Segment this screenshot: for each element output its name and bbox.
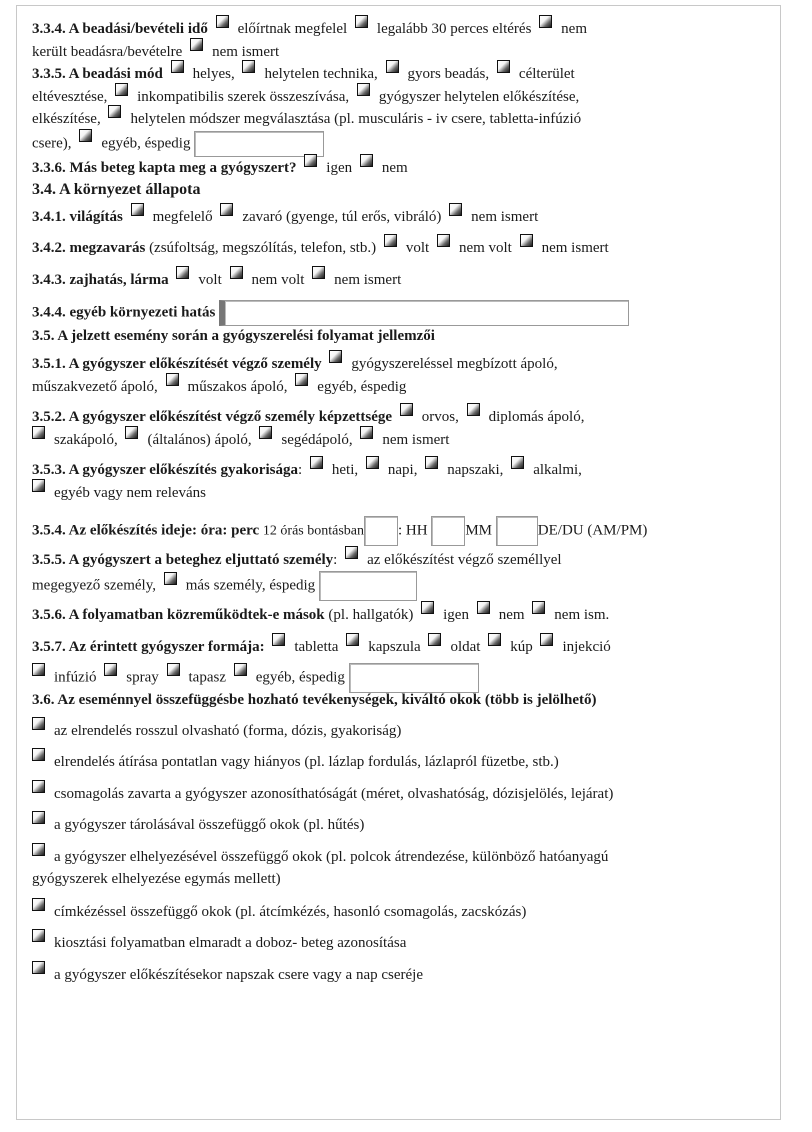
section-356-row (32, 604, 784, 627)
checkbox-356-2[interactable] (477, 601, 490, 614)
checkbox-335-3[interactable] (386, 60, 399, 73)
option-label: csomagolás zavarta a gyógyszer azonosíthatóságát (méret, olvashatóság, dózisjelölés, lejárat) (54, 785, 614, 802)
checkbox-355-2[interactable] (164, 572, 177, 585)
option-label: nem ism. (554, 606, 610, 623)
option-label: került beadásra/bevételre (32, 43, 183, 60)
option-label: előírtnak megfelel (237, 21, 348, 37)
checkbox-352-5[interactable] (259, 426, 272, 439)
form-page (16, 5, 781, 1120)
checkbox-36-7[interactable] (32, 929, 45, 942)
checkbox-36-8[interactable] (32, 961, 45, 974)
form-content (32, 18, 784, 986)
option-label: nem ismert (212, 43, 280, 60)
option-label: nem volt (251, 271, 305, 288)
checkbox-342-3[interactable] (520, 234, 533, 247)
checkbox-352-1[interactable] (400, 403, 413, 416)
checkbox-352-2[interactable] (467, 403, 480, 416)
checkbox-357-6[interactable] (32, 663, 45, 676)
checkbox-342-2[interactable] (437, 234, 450, 247)
section-334-row2 (32, 41, 784, 64)
checkbox-341-2[interactable] (220, 203, 233, 216)
checkbox-335-2[interactable] (242, 60, 255, 73)
checkbox-352-3[interactable] (32, 426, 45, 439)
checkbox-353-2[interactable] (366, 456, 379, 469)
option-label: orvos, (421, 409, 459, 425)
section-341-title: 3.4.1. világítás (32, 208, 123, 225)
section-344-row (32, 300, 784, 323)
section-34-title: 3.4. A környezet állapota (32, 180, 201, 198)
option-label: napszaki, (447, 462, 504, 478)
text-input-355-other[interactable] (319, 571, 417, 601)
ampm-label: DE/DU (AM/PM) (537, 522, 648, 539)
section-36-item (32, 783, 784, 806)
option-label: spray (126, 668, 159, 685)
text-input-335-other[interactable] (194, 131, 324, 157)
section-351-row1 (32, 353, 784, 376)
section-352-row2 (32, 429, 784, 452)
option-label: nem (561, 21, 587, 37)
checkbox-36-4[interactable] (32, 811, 45, 824)
section-342-row (32, 237, 784, 260)
checkbox-343-1[interactable] (176, 266, 189, 279)
option-label: gyógyszerek elhelyezése egymás mellett) (32, 871, 281, 887)
checkbox-353-5[interactable] (32, 479, 45, 492)
option-label: nem (498, 606, 525, 623)
checkbox-36-2[interactable] (32, 748, 45, 761)
checkbox-356-3[interactable] (532, 601, 545, 614)
section-36-item (32, 751, 784, 774)
checkbox-351-2[interactable] (166, 373, 179, 386)
option-label: helytelen technika, (264, 66, 378, 82)
option-label: tabletta (294, 639, 339, 655)
minute-input[interactable] (431, 516, 465, 546)
option-label: helytelen módszer megválasztása (pl. musculáris - iv csere, tabletta-infúzió (130, 111, 582, 127)
option-label: megegyező személy, (32, 577, 156, 594)
option-label: szakápoló, (54, 431, 118, 448)
section-355-title: 3.5.5. A gyógyszert a beteghez eljuttató személy (32, 551, 334, 568)
option-label: nem (381, 160, 408, 176)
option-label: heti, (331, 462, 359, 478)
checkbox-357-4[interactable] (488, 633, 501, 646)
option-label: műszakvezető ápoló, (32, 378, 158, 395)
section-357-row2 (32, 663, 784, 686)
section-335-row3 (32, 108, 784, 131)
checkbox-343-3[interactable] (312, 266, 325, 279)
option-label: gyors beadás, (407, 66, 490, 82)
option-label: csere), (32, 134, 72, 151)
section-36-item-cont (32, 868, 784, 891)
section-356-desc: (pl. hallgatók) (328, 606, 414, 623)
option-label: az előkészítést végző személlyel (367, 551, 562, 568)
checkbox-357-2[interactable] (346, 633, 359, 646)
checkbox-357-1[interactable] (272, 633, 285, 646)
option-label: legalább 30 perces eltérés (376, 21, 532, 37)
section-335-row4 (32, 131, 784, 154)
section-36-item (32, 720, 784, 743)
checkbox-353-4[interactable] (511, 456, 524, 469)
checkbox-357-7[interactable] (104, 663, 117, 676)
option-label: nem ismert (471, 208, 539, 225)
checkbox-357-3[interactable] (428, 633, 441, 646)
section-342-title: 3.4.2. megzavarás (32, 240, 146, 256)
checkbox-335-5[interactable] (115, 83, 128, 96)
section-357-title: 3.5.7. Az érintett gyógyszer formája: (32, 639, 265, 655)
section-356-title: 3.5.6. A folyamatban közreműködtek-e mások (32, 606, 325, 623)
section-354-hint: 12 órás bontásban (262, 523, 364, 539)
checkbox-357-5[interactable] (540, 633, 553, 646)
option-label: (általános) ápoló, (147, 431, 252, 448)
checkbox-335-4[interactable] (497, 60, 510, 73)
section-353-row2 (32, 482, 784, 505)
checkbox-357-8[interactable] (167, 663, 180, 676)
checkbox-36-3[interactable] (32, 780, 45, 793)
checkbox-353-3[interactable] (425, 456, 438, 469)
checkbox-334-1[interactable] (216, 15, 229, 28)
option-label: elkészítése, (32, 111, 101, 127)
section-335-row2 (32, 86, 784, 109)
section-336-row (32, 157, 784, 180)
checkbox-351-1[interactable] (329, 350, 342, 363)
option-label: címkézéssel összefüggő okok (pl. átcímkézés, hasonló csomagolás, zacskózás) (54, 903, 527, 920)
option-label: tapasz (188, 668, 226, 685)
colon: : (333, 551, 338, 568)
section-342-desc: (zsúfoltság, megszólítás, telefon, stb.) (149, 240, 377, 256)
checkbox-336-2[interactable] (360, 154, 373, 167)
section-34-row (32, 180, 784, 200)
checkbox-353-1[interactable] (310, 456, 323, 469)
checkbox-351-3[interactable] (295, 373, 308, 386)
hour-input[interactable] (364, 516, 398, 546)
option-label: egyéb, éspedig (317, 378, 407, 395)
checkbox-36-1[interactable] (32, 717, 45, 730)
option-label: nem ismert (541, 240, 609, 256)
checkbox-335-8[interactable] (79, 129, 92, 142)
section-36-item (32, 814, 784, 837)
section-343-title: 3.4.3. zajhatás, lárma (32, 271, 169, 288)
section-36-title: 3.6. Az eseménnyel összefüggésbe hozható tevékenységek, kiváltó okok (több is jelölhető) (32, 692, 597, 708)
option-label: gyógyszer helytelen előkészítése, (378, 88, 580, 105)
checkbox-334-4[interactable] (190, 38, 203, 51)
option-label: célterület (518, 66, 575, 82)
section-35-row (32, 325, 784, 348)
section-353-title: 3.5.3. A gyógyszer előkészítés gyakorisága (32, 462, 298, 478)
option-label: nem volt (458, 240, 512, 256)
option-label: nem ismert (382, 431, 450, 448)
section-36-item (32, 932, 784, 955)
section-343-row (32, 269, 784, 292)
option-label: egyéb vagy nem releváns (54, 484, 207, 501)
section-334-row1 (32, 18, 784, 41)
section-341-row (32, 206, 784, 229)
section-335-row1 (32, 63, 784, 86)
section-355-row1 (32, 549, 784, 572)
section-36-row (32, 689, 784, 712)
option-label: az elrendelés rosszul olvasható (forma, dózis, gyakoriság) (54, 722, 402, 739)
checkbox-356-1[interactable] (421, 601, 434, 614)
hh-label: : HH (398, 522, 428, 539)
option-label: infúzió (54, 668, 97, 685)
option-label: helyes, (192, 66, 235, 82)
section-355-row2 (32, 571, 784, 594)
checkbox-341-1[interactable] (131, 203, 144, 216)
option-label: volt (405, 240, 430, 256)
option-label: segédápoló, (281, 431, 353, 448)
section-351-title: 3.5.1. A gyógyszer előkészítését végző személy (32, 356, 322, 372)
option-label: oldat (450, 639, 481, 655)
section-36-item (32, 901, 784, 924)
checkbox-355-1[interactable] (345, 546, 358, 559)
option-label: egyéb, éspedig (101, 134, 191, 151)
checkbox-352-6[interactable] (360, 426, 373, 439)
section-352-row1 (32, 406, 784, 429)
option-label: injekció (562, 639, 611, 655)
option-label: a gyógyszer előkészítésekor napszak csere vagy a nap cseréje (54, 966, 423, 983)
option-label: egyéb, éspedig (255, 668, 345, 685)
mm-label: MM (465, 522, 493, 539)
option-label: kiosztási folyamatban elmaradt a doboz- beteg azonosítása (54, 935, 407, 951)
section-336-title: 3.3.6. Más beteg kapta meg a gyógyszert? (32, 160, 297, 176)
checkbox-335-6[interactable] (357, 83, 370, 96)
option-label: eltévesztése, (32, 88, 108, 105)
section-353-row1 (32, 459, 784, 482)
section-344-title: 3.4.4. egyéb környezeti hatás (32, 304, 216, 321)
colon: : (297, 462, 303, 478)
checkbox-352-4[interactable] (125, 426, 138, 439)
option-label: megfelelő (152, 208, 213, 225)
section-354-title: 3.5.4. Az előkészítés ideje: óra: perc (32, 522, 260, 539)
checkbox-335-1[interactable] (171, 60, 184, 73)
section-351-row2 (32, 376, 784, 399)
option-label: elrendelés átírása pontatlan vagy hiányos (pl. lázlap fordulás, lázlapról füzetbe, stb.) (54, 754, 559, 770)
checkbox-357-9[interactable] (234, 663, 247, 676)
option-label: alkalmi, (533, 462, 582, 478)
checkbox-343-2[interactable] (230, 266, 243, 279)
option-label: nem ismert (334, 271, 402, 288)
checkbox-336-1[interactable] (304, 154, 317, 167)
option-label: zavaró (gyenge, túl erős, vibráló) (242, 208, 442, 225)
option-label: műszakos ápoló, (187, 378, 288, 395)
section-335-title: 3.3.5. A beadási mód (32, 66, 163, 82)
option-label: gyógyszereléssel megbízott ápoló, (351, 356, 558, 372)
option-label: napi, (387, 462, 418, 478)
section-354-row (32, 516, 784, 539)
option-label: inkompatibilis szerek összeszívása, (137, 88, 350, 105)
option-label: diplomás ápoló, (488, 409, 585, 425)
section-36-item (32, 846, 784, 869)
section-36-item (32, 964, 784, 987)
section-334-title: 3.3.4. A beadási/bevételi idő (32, 21, 208, 37)
checkbox-342-1[interactable] (384, 234, 397, 247)
option-label: a gyógyszer tárolásával összefüggő okok (pl. hűtés) (54, 817, 365, 833)
section-357-row1 (32, 636, 784, 659)
section-35-title: 3.5. A jelzett esemény során a gyógyszerelési folyamat jellemzői (32, 327, 435, 344)
ampm-input[interactable] (496, 516, 538, 546)
checkbox-334-2[interactable] (355, 15, 368, 28)
checkbox-341-3[interactable] (449, 203, 462, 216)
option-label: kapszula (368, 639, 421, 655)
option-label: igen (326, 160, 353, 176)
option-label: a gyógyszer elhelyezésével összefüggő okok (pl. polcok átrendezése, különböző hatóanyagú (54, 848, 609, 865)
section-352-title: 3.5.2. A gyógyszer előkészítést végző személy képzettsége (32, 409, 393, 425)
option-label: más személy, éspedig (185, 577, 316, 594)
option-label: volt (198, 271, 222, 288)
checkbox-335-7[interactable] (108, 105, 121, 118)
text-input-344[interactable] (219, 300, 629, 326)
option-label: kúp (510, 639, 533, 655)
checkbox-36-6[interactable] (32, 898, 45, 911)
checkbox-334-3[interactable] (539, 15, 552, 28)
checkbox-36-5[interactable] (32, 843, 45, 856)
option-label: igen (443, 606, 469, 623)
text-input-357-other[interactable] (349, 663, 479, 693)
